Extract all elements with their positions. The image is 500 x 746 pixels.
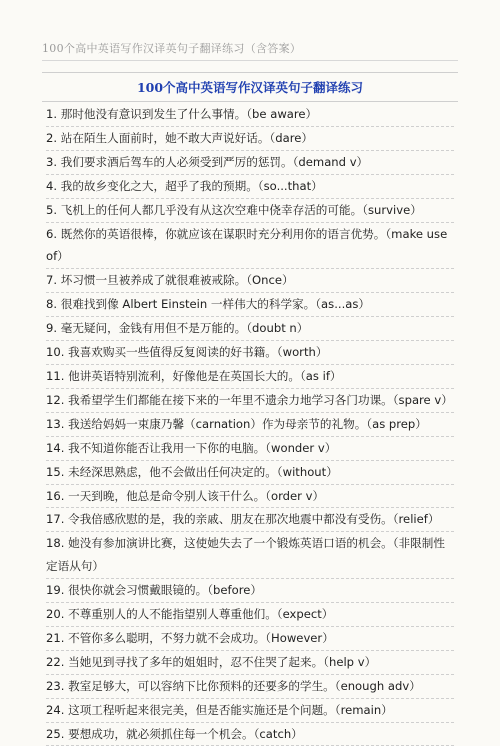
exercise-item: 15. 未经深思熟虑，他不会做出任何决定的。（without） xyxy=(46,461,454,485)
exercise-item: 16. 一天到晚，他总是命令别人该干什么。（order v） xyxy=(46,485,454,509)
exercise-item: 4. 我的故乡变化之大，超乎了我的预期。（so...that） xyxy=(46,175,454,199)
exercise-item: 2. 站在陌生人面前时，她不敢大声说好话。（dare） xyxy=(46,127,454,151)
exercise-item: 11. 他讲英语特别流利，好像他是在英国长大的。（as if） xyxy=(46,365,454,389)
exercise-item: 8. 很难找到像 Albert Einstein 一样伟大的科学家。（as...as） xyxy=(46,293,454,317)
running-header: 100个高中英语写作汉译英句子翻译练习（含答案） xyxy=(42,42,302,55)
exercise-item: 21. 不管你多么聪明，不努力就不会成功。（However） xyxy=(46,627,454,651)
exercise-item: 17. 令我倍感欣慰的是，我的亲戚、朋友在那次地震中都没有受伤。（relief） xyxy=(46,508,454,532)
exercise-item: 19. 很快你就会习惯戴眼镜的。（before） xyxy=(46,579,454,603)
exercise-item: 5. 飞机上的任何人都几乎没有从这次空难中侥幸存活的可能。（survive） xyxy=(46,199,454,223)
exercise-item: 18. 她没有参加演讲比赛，这使她失去了一个锻炼英语口语的机会。（非限制性定语从句） xyxy=(46,532,454,579)
exercise-item: 6. 既然你的英语很棒，你就应该在谋职时充分利用你的语言优势。（make use of） xyxy=(46,223,454,270)
header-divider xyxy=(42,60,458,61)
title-box xyxy=(42,72,458,102)
document-title: 100个高中英语写作汉译英句子翻译练习 xyxy=(136,80,364,95)
exercise-list xyxy=(46,103,454,746)
exercise-item: 12. 我希望学生们都能在接下来的一年里不遗余力地学习各门功课。（spare v） xyxy=(46,389,454,413)
exercise-item: 13. 我送给妈妈一束康乃馨（carnation）作为母亲节的礼物。（as prep） xyxy=(46,413,454,437)
exercise-item: 20. 不尊重别人的人不能指望别人尊重他们。（expect） xyxy=(46,603,454,627)
exercise-item: 9. 毫无疑问，金钱有用但不是万能的。（doubt n） xyxy=(46,317,454,341)
exercise-item: 7. 坏习惯一旦被养成了就很难被戒除。（Once） xyxy=(46,269,454,293)
exercise-item: 24. 这项工程听起来很完美，但是否能实施还是个问题。（remain） xyxy=(46,699,454,723)
exercise-item: 10. 我喜欢购买一些值得反复阅读的好书籍。（worth） xyxy=(46,341,454,365)
exercise-item: 25. 要想成功，就必须抓住每一个机会。（catch） xyxy=(46,723,454,746)
exercise-item: 3. 我们要求酒后驾车的人必须受到严厉的惩罚。（demand v） xyxy=(46,151,454,175)
exercise-item: 23. 教室足够大，可以容纳下比你预料的还要多的学生。（enough adv） xyxy=(46,675,454,699)
exercise-item: 22. 当她见到寻找了多年的姐姐时，忍不住哭了起来。（help v） xyxy=(46,651,454,675)
exercise-item: 14. 我不知道你能否让我用一下你的电脑。（wonder v） xyxy=(46,437,454,461)
exercise-item: 1. 那时他没有意识到发生了什么事情。（be aware） xyxy=(46,103,454,127)
